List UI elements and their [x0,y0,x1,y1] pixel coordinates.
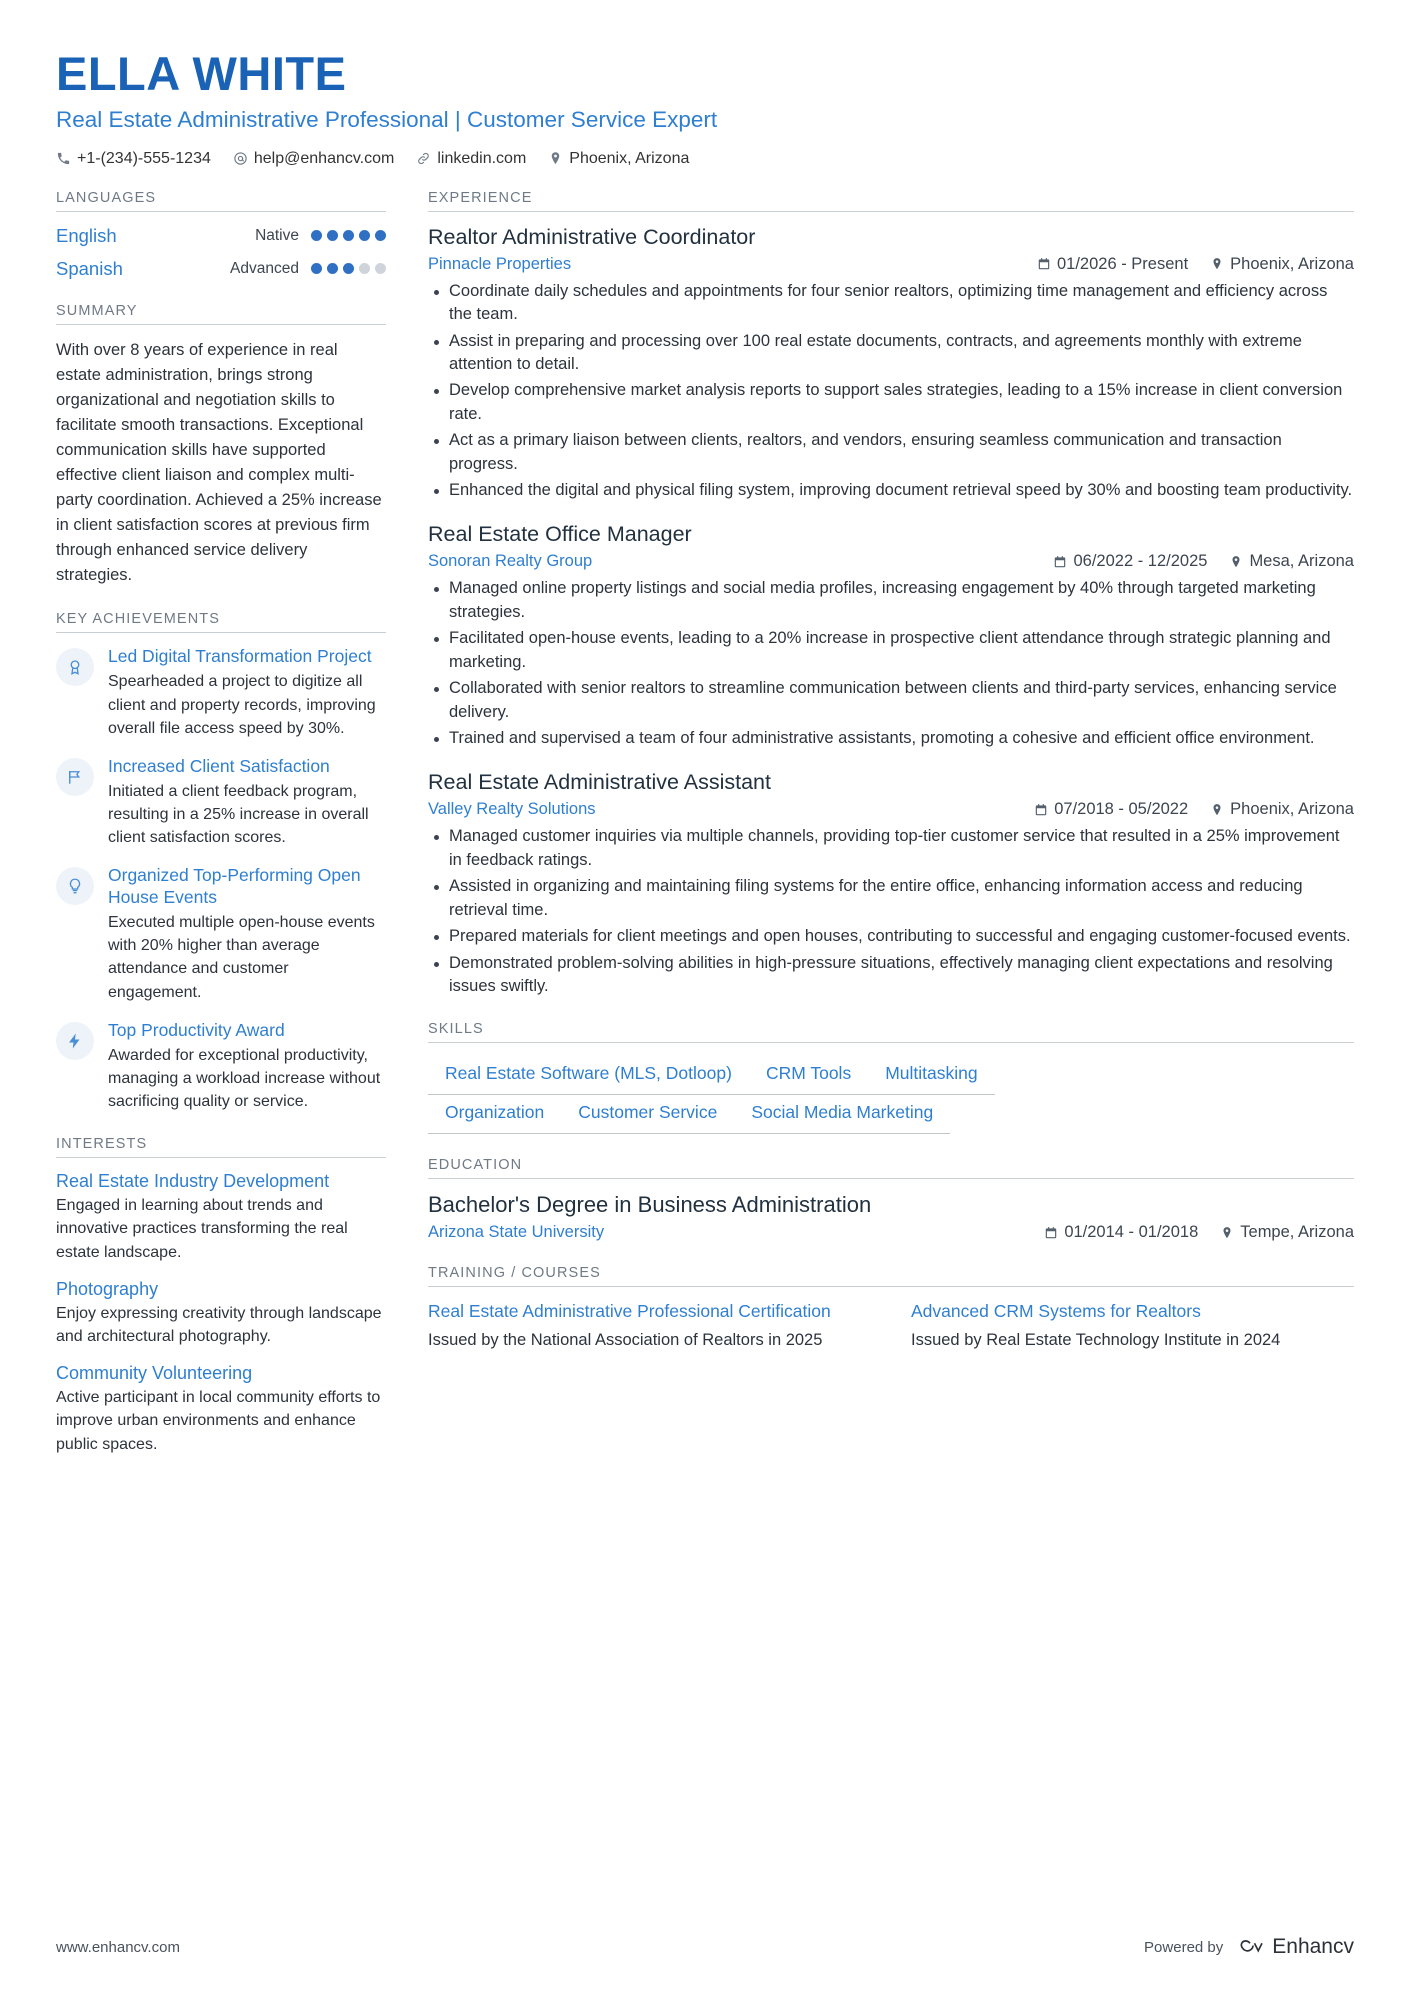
job-bullet: Develop comprehensive market analysis reports to support sales strategies, leading to a 15% increase in client conversion rate. [428,379,1354,426]
interest-title: Community Volunteering [56,1363,253,1384]
education-degree: Bachelor's Degree in Business Administration [428,1192,872,1218]
bolt-icon [56,1022,94,1060]
education-dates-text: 01/2014 - 01/2018 [1064,1223,1199,1242]
footer-website[interactable]: www.enhancv.com [56,1938,180,1956]
achievement-desc: Executed multiple open-house events with 20% higher than average attendance and customer engagement. [108,914,375,1001]
section-summary [56,303,386,589]
language-name: Spanish [56,257,123,279]
skill-row [428,1056,1354,1095]
job-role: Real Estate Administrative Assistant [428,770,771,795]
experience-item [428,522,1354,750]
powered-by-label: Powered by [1144,1938,1224,1956]
location-icon [548,151,563,166]
location-icon [1210,257,1224,271]
language-item [56,258,386,280]
job-location-text: Mesa, Arizona [1249,552,1354,571]
job-location [1210,800,1354,819]
training-title: TRAINING / COURSES [428,1265,1354,1287]
job-bullets [428,577,1354,750]
languages-title: LANGUAGES [56,190,386,212]
training-item [428,1300,871,1351]
section-training [428,1265,1354,1351]
location-icon [1210,803,1224,817]
job-bullet: Demonstrated problem-solving abilities in high-pressure situations, effectively managing client expectations and resolving issues swiftly. [428,952,1354,999]
job-bullet: Collaborated with senior realtors to streamline communication between clients and third-party services, enhancing service delivery. [428,677,1354,724]
section-skills [428,1021,1354,1134]
contact-linkedin[interactable] [416,150,526,168]
job-location-text: Phoenix, Arizona [1230,800,1354,819]
language-item [56,225,386,247]
training-item-desc: Issued by Real Estate Technology Institute in 2024 [911,1330,1281,1349]
calendar-icon [1053,555,1067,569]
skill-row [428,1095,1354,1134]
section-interests [56,1136,386,1456]
interest-desc: Active participant in local community efforts to improve urban environments and enhance public spaces. [56,1389,381,1453]
contact-email-text: help@enhancv.com [253,149,395,167]
job-bullets [428,825,1354,998]
job-bullet: Assisted in organizing and maintaining filing systems for the entire office, enhancing information access and reducing retrieval time. [428,875,1354,922]
interest-item [56,1279,386,1348]
achievement-desc: Spearheaded a project to digitize all client and property records, improving overall file access speed by 30%. [108,673,376,737]
candidate-headline: Real Estate Administrative Professional | Customer Service Expert [56,106,718,132]
training-item-title: Advanced CRM Systems for Realtors [911,1301,1201,1322]
language-name: English [56,224,117,246]
left-column [56,190,386,1479]
achievement-item [56,646,386,739]
job-dates-text: 07/2018 - 05/2022 [1054,800,1189,819]
skill-tag: Real Estate Software (MLS, Dotloop) [428,1056,749,1095]
resume-header [56,48,1354,168]
job-location [1229,552,1354,571]
candidate-name: ELLA WHITE [56,47,347,100]
training-item [911,1300,1354,1351]
job-bullet: Act as a primary liaison between clients, realtors, and vendors, ensuring seamless communication and transaction progress. [428,429,1354,476]
language-rating-dots [311,263,386,274]
location-icon [1229,555,1243,569]
achievement-desc: Awarded for exceptional productivity, managing a workload increase without sacrificing quality or service. [108,1046,381,1111]
flag-icon [56,758,94,796]
enhancv-brand-text: Enhancv [1272,1935,1354,1958]
job-bullet: Prepared materials for client meetings and open houses, contributing to successful and engaging customer-focused events. [428,925,1354,948]
footer-powered-by [1144,1935,1354,1959]
interest-desc: Enjoy expressing creativity through landscape and architectural photography. [56,1304,382,1346]
job-dates [1034,800,1188,819]
job-dates [1053,552,1207,571]
job-bullet: Assist in preparing and processing over 100 real estate documents, contracts, and agreements monthly with extreme attention to detail. [428,330,1354,377]
job-bullet: Facilitated open-house events, leading to a 20% increase in prospective client attendance through strategic planning and marketing. [428,627,1354,674]
job-bullets [428,280,1354,503]
experience-title: EXPERIENCE [428,190,1354,212]
award-icon [56,648,94,686]
job-location [1210,255,1354,274]
achievement-item [56,865,386,1004]
lightbulb-icon [56,867,94,905]
achievement-title: Top Productivity Award [108,1019,285,1040]
interest-title: Photography [56,1278,159,1299]
interests-title: INTERESTS [56,1136,386,1158]
job-dates [1037,255,1188,274]
calendar-icon [1034,803,1048,817]
education-title: EDUCATION [428,1157,1354,1179]
achievement-title: Increased Client Satisfaction [108,755,330,776]
job-role: Realtor Administrative Coordinator [428,224,756,249]
achievement-desc: Initiated a client feedback program, resulting in a 25% increase in overall client satisfaction scores. [108,782,369,847]
language-level: Advanced [230,259,299,277]
calendar-icon [1044,1226,1058,1240]
job-bullet: Coordinate daily schedules and appointments for four senior realtors, optimizing time management and efficiency across the team. [428,280,1354,327]
contact-linkedin-text: linkedin.com [437,149,527,167]
location-icon [1220,1226,1234,1240]
interest-title: Real Estate Industry Development [56,1171,330,1192]
enhancv-logo [1235,1935,1354,1959]
contact-location [548,150,689,168]
skills-title: SKILLS [428,1021,1354,1043]
phone-icon [56,151,71,166]
section-education [428,1157,1354,1242]
experience-item [428,225,1354,503]
contact-phone [56,150,211,168]
skill-tag: Customer Service [561,1095,734,1134]
achievements-title: KEY ACHIEVEMENTS [56,611,386,633]
job-bullet: Managed online property listings and social media profiles, increasing engagement by 40% through targeted marketing strategies. [428,577,1354,624]
contact-phone-text: +1-(234)-555-1234 [77,149,211,167]
experience-item [428,770,1354,998]
education-location-text: Tempe, Arizona [1240,1223,1354,1242]
education-school: Arizona State University [428,1223,605,1242]
language-level: Native [255,226,299,244]
achievement-item [56,1020,386,1113]
job-role: Real Estate Office Manager [428,522,692,547]
education-location [1220,1223,1354,1242]
page-footer [56,1935,1354,1959]
job-dates-text: 06/2022 - 12/2025 [1073,552,1208,571]
education-dates [1044,1223,1198,1242]
interest-desc: Engaged in learning about trends and innovative practices transforming the real estate landscape. [56,1197,348,1261]
job-location-text: Phoenix, Arizona [1230,254,1354,273]
training-item-title: Real Estate Administrative Professional Certification [428,1301,831,1322]
calendar-icon [1037,257,1051,271]
skill-tag: CRM Tools [749,1056,868,1095]
interest-item [56,1363,386,1456]
achievement-title: Led Digital Transformation Project [108,646,372,667]
job-company: Sonoran Realty Group [428,552,593,571]
interest-item [56,1171,386,1264]
right-column [428,190,1354,1375]
section-key-achievements [56,611,386,1113]
achievement-title: Organized Top-Performing Open House Events [108,865,361,908]
job-company: Valley Realty Solutions [428,800,596,819]
section-experience [428,190,1354,999]
section-languages [56,190,386,280]
contact-location-text: Phoenix, Arizona [569,149,690,167]
summary-text: With over 8 years of experience in real estate administration, brings strong organizational and negotiation skills to facilitate smooth transactions. Exceptional communication skills have supported effective client liaison and complex multi-party coordination. Achieved a 25% increase in client satisfaction scores at previous firm through enhanced service delivery strategies. [56,340,382,585]
training-item-desc: Issued by the National Association of Realtors in 2025 [428,1330,823,1349]
contact-email[interactable] [233,150,394,168]
contact-row [56,150,1354,168]
job-bullet: Managed customer inquiries via multiple channels, providing top-tier customer service that resulted in a 25% improvement in feedback ratings. [428,825,1354,872]
job-dates-text: 01/2026 - Present [1056,254,1189,273]
summary-title: SUMMARY [56,303,386,325]
skill-tag: Organization [428,1095,561,1134]
email-icon [233,151,248,166]
achievement-item [56,756,386,849]
job-company: Pinnacle Properties [428,254,572,273]
job-bullet: Trained and supervised a team of four administrative assistants, promoting a cohesive and efficient office environment. [428,727,1354,750]
job-bullet: Enhanced the digital and physical filing system, improving document retrieval speed by 30% and boosting team productivity. [428,479,1354,502]
language-rating-dots [311,230,386,241]
link-icon [416,151,431,166]
skill-tag: Social Media Marketing [734,1095,950,1134]
skill-tag: Multitasking [868,1056,994,1095]
